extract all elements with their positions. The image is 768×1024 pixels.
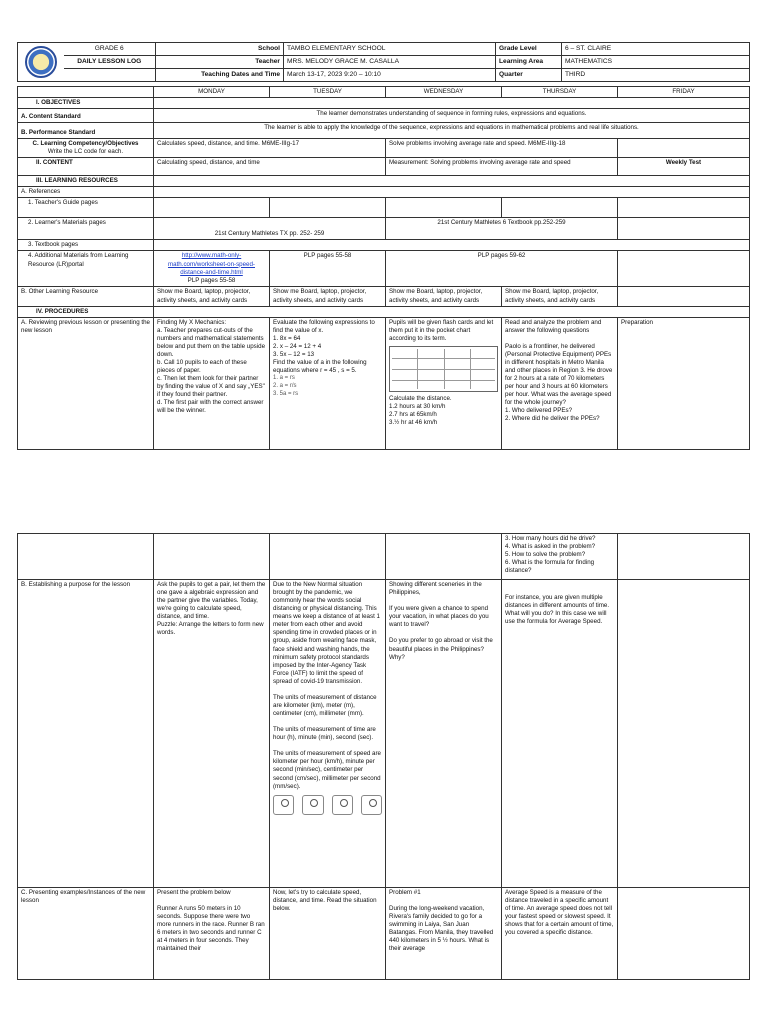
content-standard-text: The learner demonstrates understanding of sequence in forming rules, expressions and equations. bbox=[154, 109, 750, 123]
other-resources-wednesday: Show me Board, laptop, projector, activity sheets, and activity cards bbox=[386, 287, 502, 306]
pocket-chart-image bbox=[389, 346, 498, 392]
person-icon bbox=[332, 795, 353, 815]
dates-label: Teaching Dates and Time bbox=[156, 69, 284, 82]
competency-label: C. Learning Competency/Objectives bbox=[32, 140, 139, 148]
references-label: A. References bbox=[18, 187, 154, 198]
procedure-b-tuesday-text: Due to the New Normal situation brought by the pandemic, we commonly hear the words social distancing or physical distancing. This means we keep a distance of at least 1 meter from each other and avoid spending time in crowded places or in group, aside from wearing face mask, face shield and washing hands, the minimum safety protocol standards imposed by the Inter-Agency Task Force (IATF) to limit the speed of spread of covid-19 transmission. The units of measurement of distance are kilometer (km), meter (m), centimeter (cm), millimeter (mm). The units of measurement of time are hour (h), minute (min), second (sec). The units of measurement of speed are kilometer per hour (km/h), minute per second (min/sec), centimeter per second (cm/sec), millimeter per second (mm/sec). bbox=[273, 581, 381, 790]
grade-label: GRADE 6 bbox=[64, 43, 156, 56]
other-resources-tuesday: Show me Board, laptop, projector, activity sheets, and activity cards bbox=[270, 287, 386, 306]
lm-label: 2. Learner's Materials pages bbox=[18, 218, 154, 240]
additional-materials-tuesday: PLP pages 55-58 bbox=[270, 251, 386, 287]
log-title: DAILY LESSON LOG bbox=[64, 56, 156, 69]
procedures-heading: IV. PROCEDURES bbox=[18, 306, 154, 317]
objectives-heading: I. OBJECTIVES bbox=[18, 98, 154, 109]
learning-area-value: MATHEMATICS bbox=[562, 56, 750, 69]
person-icon bbox=[302, 795, 323, 815]
lm-monday: 21st Century Mathletes TX pp. 252- 259 bbox=[154, 218, 386, 240]
school-value: TAMBO ELEMENTARY SCHOOL bbox=[284, 43, 496, 56]
procedure-b-label: B. Establishing a purpose for the lesson bbox=[18, 580, 154, 888]
other-resources-thursday: Show me Board, laptop, projector, activity sheets, and activity cards bbox=[502, 287, 618, 306]
procedure-a-wednesday-intro: Pupils will be given flash cards and let them put it in the pocket chart according to its term. bbox=[389, 318, 494, 342]
lesson-table-1 bbox=[17, 86, 750, 450]
performance-standard-label: B. Performance Standard bbox=[18, 123, 154, 139]
equation-1: 1. a = rs bbox=[273, 375, 295, 382]
quarter-label: Quarter bbox=[496, 69, 562, 82]
social-distancing-image bbox=[273, 795, 382, 815]
procedure-b-wednesday: Showing different sceneries in the Philippines, If you were given a chance to spend your vacation, in what places do you want to travel? Do you prefer to go abroad or visit the beautiful places in the Philippines? Why? bbox=[386, 580, 502, 888]
procedure-a-monday: Finding My X Mechanics: a. Teacher prepares cut-outs of the numbers and mathematical statements below and put them on the table upside down. b. Call 10 pupils to each of these pieces of paper. c. Then let them look for their partner by finding the value of X and say „YES" if they found their partner. d. The first pair with the correct answer will be the winner. bbox=[154, 317, 270, 449]
procedure-a-tuesday-text: Evaluate the following expressions to find the value of x. 1. 8x = 64 2. x – 24 = 12 + 4 3. 5x – 12 = 13 Find the value of a in the following equations where r = 45 , s = 5. bbox=[273, 318, 375, 374]
other-resources-label: B. Other Learning Resource bbox=[18, 287, 154, 306]
equation-2: 2. a = r/s bbox=[273, 382, 297, 389]
day-monday: MONDAY bbox=[154, 87, 270, 98]
person-icon bbox=[361, 795, 382, 815]
content-friday: Weekly Test bbox=[618, 158, 750, 176]
procedure-a-tuesday bbox=[270, 317, 386, 449]
procedure-a-thursday-continued: 3. How many hours did he drive? 4. What is asked in the problem? 5. How to solve the problem? 6. What is the formula for finding distance? bbox=[502, 534, 618, 580]
deped-seal-icon bbox=[25, 46, 57, 78]
content-standard-label: A. Content Standard bbox=[18, 109, 154, 123]
procedure-a-friday: Preparation bbox=[618, 317, 750, 449]
quarter-value: THIRD bbox=[562, 69, 750, 82]
day-thursday: THURSDAY bbox=[502, 87, 618, 98]
competency-cell bbox=[18, 139, 154, 158]
additional-materials-monday bbox=[154, 251, 270, 287]
competency-sub: Write the LC code for each. bbox=[47, 148, 124, 156]
procedure-b-tuesday bbox=[270, 580, 386, 888]
procedure-c-label: C. Presenting examples/Instances of the new lesson bbox=[18, 888, 154, 980]
teacher-label: Teacher bbox=[156, 56, 284, 69]
day-tuesday: TUESDAY bbox=[270, 87, 386, 98]
procedure-c-wednesday: Problem #1 During the long-weekend vacation, Rivera's family decided to go for a swimming in Laiya, San Juan Batangas. From Manila, they travelled 440 kilometers in 5 ½ hours. What is their average bbox=[386, 888, 502, 980]
competency-monday: Calculates speed, distance, and time. M6ME-IIIg-17 bbox=[154, 139, 386, 158]
procedure-b-thursday: For instance, you are given multiple distances in different amounts of time. What will you do? In this case we will use the formula for Average Speed. bbox=[502, 580, 618, 888]
lesson-table-2 bbox=[17, 533, 750, 980]
performance-standard-text: The learner is able to apply the knowledge of the sequence, expressions and equations in mathematical problems and real life situations. bbox=[154, 123, 750, 139]
other-resources-monday: Show me Board, laptop, projector, activity sheets, and activity cards bbox=[154, 287, 270, 306]
competency-wednesday: Solve problems involving average rate and speed. M6ME-IIIg-18 bbox=[386, 139, 618, 158]
lm-wednesday: 21st Century Mathletes 6 Textbook pp.252-259 bbox=[386, 218, 618, 240]
learning-area-label: Learning Area bbox=[496, 56, 562, 69]
equation-3: 3. 5a = rs bbox=[273, 390, 299, 397]
additional-materials-label: 4. Additional Materials from Learning Resource (LR)portal bbox=[18, 251, 154, 287]
textbook-label: 3. Textbook pages bbox=[18, 240, 154, 251]
procedure-a-wednesday bbox=[386, 317, 502, 449]
school-label: School bbox=[156, 43, 284, 56]
header-table bbox=[17, 42, 750, 82]
procedure-b-monday: Ask the pupils to get a pair, let them the one gave a algebraic expression and the partner give the variables. Today, we're going to calculate speed, distance, and time. Puzzle: Arrange the letters to form new words. bbox=[154, 580, 270, 888]
procedure-c-monday: Present the problem below Runner A runs 50 meters in 10 seconds. Suppose there were two more runners in the race. Runner B ran 6 meters in two seconds and runner C at 4 meters in four seconds. They maintained their bbox=[154, 888, 270, 980]
grade-level-label: Grade Level bbox=[496, 43, 562, 56]
procedure-c-tuesday: Now, let's try to calculate speed, distance, and time. Read the situation below. bbox=[270, 888, 386, 980]
teacher-value: MRS. MELODY GRACE M. CASALLA bbox=[284, 56, 496, 69]
procedure-a-wednesday-distance: Calculate the distance. 1.2 hours at 30 km/h 2.7 hrs at 65km/h 3.½ hr at 46 km/h bbox=[389, 394, 452, 426]
procedure-a-label: A. Reviewing previous lesson or presenting the new lesson bbox=[18, 317, 154, 449]
day-wednesday: WEDNESDAY bbox=[386, 87, 502, 98]
procedure-a-thursday: Read and analyze the problem and answer the following questions Paolo is a frontliner, he delivered (Personal Protective Equipment) PPEs in different hospitals in Metro Manila and other places in Region 3. He drove for 2 hours at a rate of 70 kilometers per hour and 3 hours at 60 kilometers per hour. What was the average speed for the whole journey? 1. Who delivered PPEs? 2. Where did he deliver the PPEs? bbox=[502, 317, 618, 449]
resources-heading: III. LEARNING RESOURCES bbox=[18, 176, 154, 187]
procedure-c-thursday: Average Speed is a measure of the distance traveled in a specific amount of time. An average speed does not tell your fastest speed or slowest speed. It shows that for a certain amount of time, you covered a specific distance. bbox=[502, 888, 618, 980]
dates-value: March 13-17, 2023 9:20 – 10:10 bbox=[284, 69, 496, 82]
content-monday: Calculating speed, distance, and time bbox=[154, 158, 386, 176]
additional-materials-monday-plp: PLP pages 55-58 bbox=[187, 276, 236, 284]
person-icon bbox=[273, 795, 294, 815]
content-wednesday: Measurement: Solving problems involving average rate and speed bbox=[386, 158, 618, 176]
day-friday: FRIDAY bbox=[618, 87, 750, 98]
worksheet-link[interactable]: http://www.math-only-math.com/worksheet-on-speed-distance-and-time.html bbox=[167, 252, 255, 276]
additional-materials-wednesday: PLP pages 59-62 bbox=[386, 251, 618, 287]
tg-label: 1. Teacher's Guide pages bbox=[18, 198, 154, 218]
deped-seal bbox=[18, 43, 64, 82]
grade-level-value: 6 – ST. CLAIRE bbox=[562, 43, 750, 56]
content-label: II. CONTENT bbox=[18, 158, 154, 176]
